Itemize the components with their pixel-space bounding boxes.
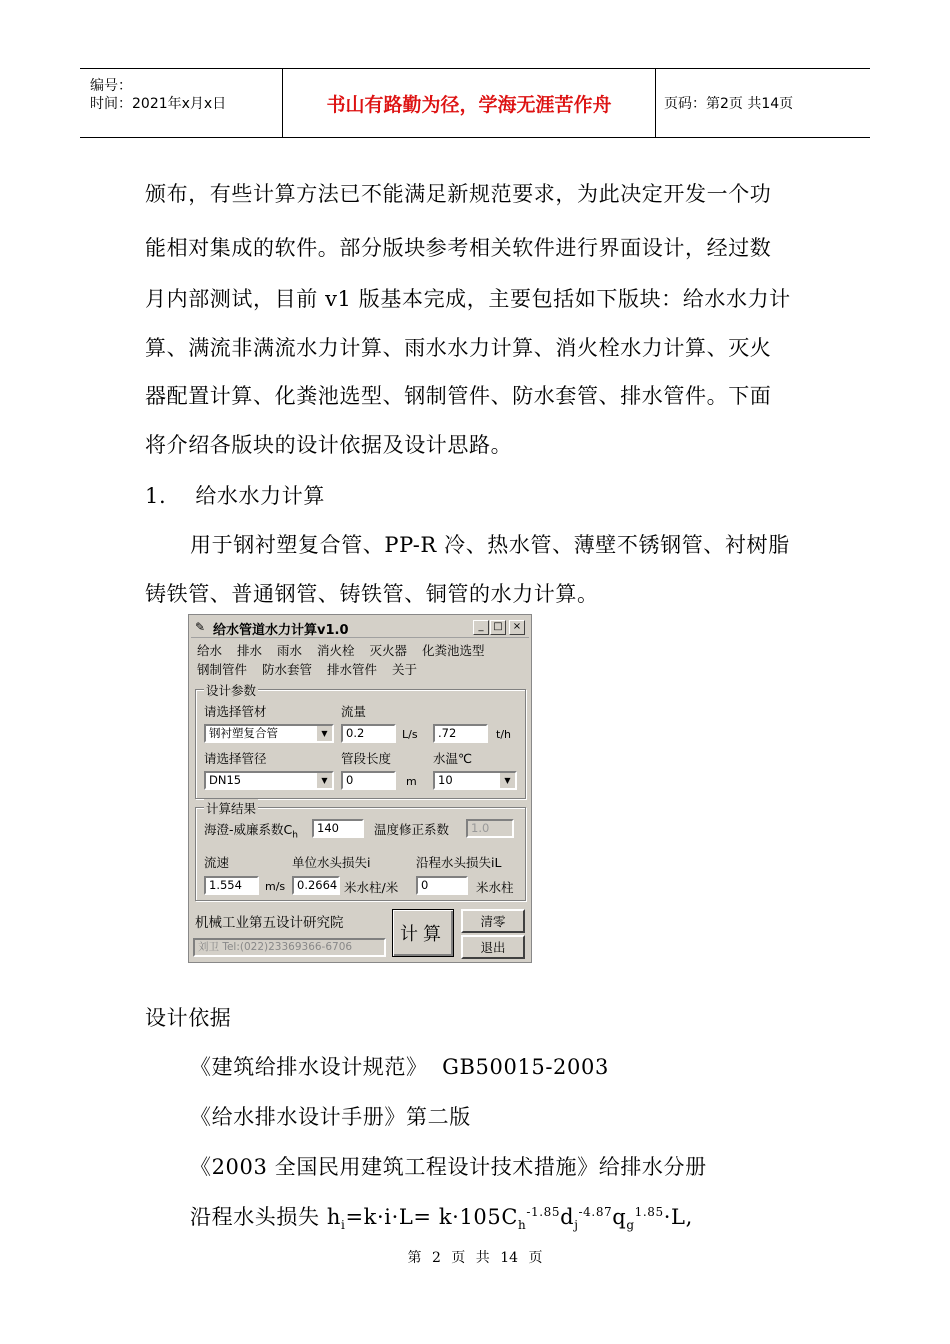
para-line: 月内部测试，目前 v1 版基本完成，主要包括如下版块：给水水力计 [145,287,791,311]
menu-item-drainage[interactable]: 排水 [237,643,263,658]
hazen-williams-label [204,820,298,841]
unit-loss-output[interactable]: 0.2664 [292,876,340,895]
formula-sup: -1.85 [526,1205,561,1219]
chevron-down-icon[interactable]: ▼ [316,773,332,788]
formula-sup: 1.85 [634,1205,664,1219]
app-window [188,614,532,963]
basis-title: 设计依据 [145,1006,232,1030]
usage-line: 用于钢衬塑复合管、PP-R 冷、热水管、薄壁不锈钢管、衬树脂 [190,533,790,557]
para-line: 算、满流非满流水力计算、雨水水力计算、消火栓水力计算、灭火 [145,336,772,360]
para-line: 颁布，有些计算方法已不能满足新规范要求，为此决定开发一个功 [145,182,772,206]
formula-mid: =k·i·L= k·105C [345,1205,519,1229]
velocity-output[interactable]: 1.554 [204,876,259,895]
formula-line [190,1201,693,1232]
pipe-material-select[interactable] [204,724,334,743]
temp-correction-input: 1.0 [466,819,514,838]
exit-button[interactable]: 退出 [461,935,525,959]
menu-item-septic-tank[interactable]: 化粪池选型 [422,643,485,658]
velocity-label: 流速 [204,855,230,870]
flow-th-input[interactable]: .72 [433,724,488,743]
unit-m: m [406,775,417,788]
formula-symbol: q [612,1205,627,1229]
para-line: 器配置计算、化粪池选型、钢制管件、防水套管、排水管件。下面 [145,384,772,408]
para-line: 能相对集成的软件。部分版块参考相关软件进行界面设计，经过数 [145,236,772,260]
reference-item: 《2003 全国民用建筑工程设计技术措施》给排水分册 [190,1155,707,1179]
menu-item-steel-fittings[interactable]: 钢制管件 [197,662,248,677]
usage-line: 铸铁管、普通钢管、铸铁管、铜管的水力计算。 [145,582,599,606]
clear-button[interactable]: 清零 [461,909,525,933]
formula-sub: j [574,1218,579,1233]
temperature-value: 10 [438,773,453,787]
header-motto: 书山有路勤为径，学海无涯苦作舟 [283,69,656,137]
total-loss-label: 沿程水头损失iL [416,855,502,870]
organization-name: 机械工业第五设计研究院 [195,915,344,931]
unit-th: t/h [496,728,511,741]
pipe-material-value: 钢衬塑复合管 [209,726,278,740]
reference-item: 《给水排水设计手册》第二版 [190,1105,471,1129]
diameter-select[interactable] [204,771,334,790]
reference-item: 《建筑给排水设计规范》 GB50015-2003 [190,1055,609,1079]
length-input[interactable]: 0 [341,771,396,790]
temperature-label: 水温℃ [433,751,473,766]
maximize-button[interactable]: □ [490,620,506,635]
flow-ls-input[interactable]: 0.2 [341,724,396,743]
group-title: 设计参数 [206,683,257,698]
unit-ls: L/s [402,728,418,741]
menu-bar [197,641,496,659]
hazen-williams-sub: h [292,830,298,841]
temp-correction-label: 温度修正系数 [374,822,450,837]
number-label: 编号： [90,78,132,94]
hazen-williams-input[interactable]: 140 [312,819,364,838]
calculate-button[interactable]: 计算 [392,909,454,957]
formula-sub: i [341,1218,346,1233]
length-label: 管段长度 [341,751,392,766]
para-line: 将介绍各版块的设计依据及设计思路。 [145,433,513,457]
menu-item-hydrant[interactable]: 消火栓 [317,643,355,658]
unit-mpm: 米水柱/米 [344,880,399,895]
formula-symbol: d [560,1205,575,1229]
diameter-value: DN15 [209,773,242,787]
minimize-button[interactable]: _ [473,620,489,635]
title-bar [191,617,529,638]
chevron-down-icon[interactable]: ▼ [499,773,515,788]
formula-sub: h [518,1218,527,1233]
time-label: 时间：2021年x月x日 [90,96,227,112]
unit-ms: m/s [265,880,286,893]
unit-loss-label: 单位水头损失i [292,855,371,870]
menu-item-extinguisher[interactable]: 灭火器 [369,643,408,658]
section-title: 1. 给水水力计算 [145,484,325,508]
header-meta [80,69,283,137]
contact-field: 刘卫 Tel:(022)23369366-6706 [193,938,386,957]
group-title: 计算结果 [206,801,257,816]
menu-item-rainwater[interactable]: 雨水 [277,643,303,658]
diameter-label: 请选择管径 [204,751,267,766]
menu-item-drain-fittings[interactable]: 排水管件 [327,662,378,677]
page-footer: 第 2 页 共 14 页 [407,1250,543,1266]
formula-lead: 沿程水头损失 h [190,1205,341,1229]
pipe-material-label: 请选择管材 [204,704,267,719]
temperature-select[interactable] [433,771,517,790]
formula-tail: ·L, [663,1205,693,1229]
menu-item-about[interactable]: 关于 [392,662,418,677]
hazen-williams-text: 海澄-威廉系数C [204,822,293,837]
results-group [195,801,526,901]
formula-sub: g [626,1218,635,1233]
header-page-info: 页码：第2页 共14页 [664,96,794,112]
app-icon: ✎ [195,620,206,634]
flow-label: 流量 [341,704,367,719]
menu-item-waterproof-sleeve[interactable]: 防水套管 [262,662,313,677]
unit-mwc: 米水柱 [476,880,514,895]
window-title: 给水管道水力计算v1.0 [213,623,349,638]
design-params-group [195,683,526,799]
menu-bar-row2 [197,660,428,678]
formula-sup: -4.87 [578,1205,613,1219]
total-loss-output[interactable]: 0 [416,876,468,895]
close-button[interactable]: × [509,620,525,635]
page-header [80,68,870,138]
menu-item-water-supply[interactable]: 给水 [197,643,223,658]
chevron-down-icon[interactable]: ▼ [316,726,332,741]
